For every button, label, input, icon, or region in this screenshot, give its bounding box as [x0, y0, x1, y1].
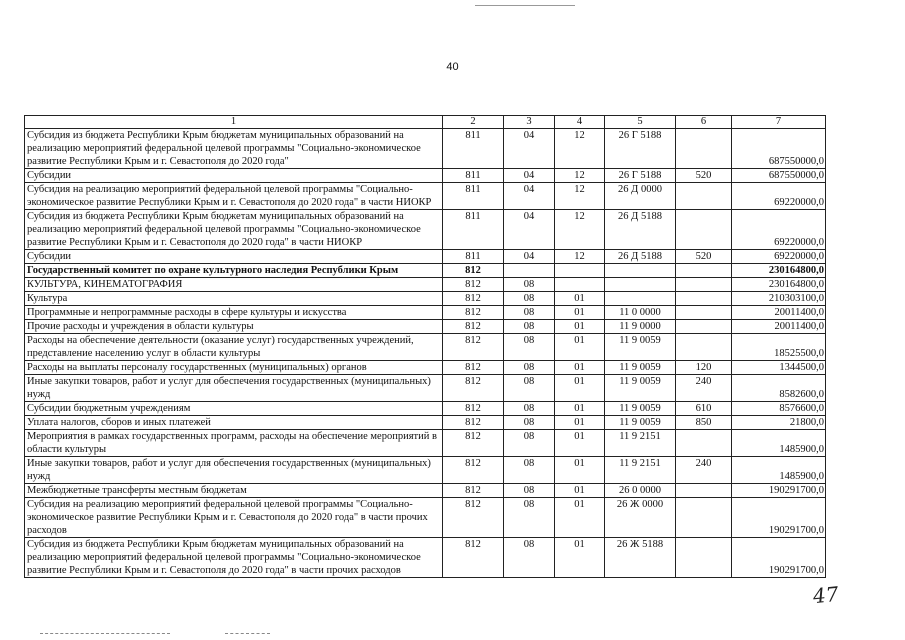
amount-cell: 20011400,0	[732, 306, 826, 320]
expense-type-cell	[676, 292, 732, 306]
ved-cell: 812	[443, 361, 504, 375]
table-row	[25, 169, 826, 183]
target-article-cell: 26 Д 5188	[605, 250, 676, 264]
section-cell: 08	[504, 306, 555, 320]
column-header: 3	[504, 116, 555, 129]
section-cell: 08	[504, 430, 555, 457]
amount-cell: 69220000,0	[732, 250, 826, 264]
page-number: 40	[446, 61, 459, 73]
table-row	[25, 484, 826, 498]
ved-cell: 812	[443, 278, 504, 292]
subsection-cell: 01	[555, 320, 605, 334]
target-article-cell: 11 9 2151	[605, 430, 676, 457]
row-name-cell: Прочие расходы и учреждения в области культуры	[25, 320, 443, 334]
section-cell: 04	[504, 169, 555, 183]
subsection-cell: 12	[555, 169, 605, 183]
amount-cell: 21800,0	[732, 416, 826, 430]
expense-type-cell	[676, 430, 732, 457]
column-header: 7	[732, 116, 826, 129]
subsection-cell: 01	[555, 484, 605, 498]
section-cell: 08	[504, 457, 555, 484]
row-name-cell: Государственный комитет по охране культурного наследия Республики Крым	[25, 264, 443, 278]
ved-cell: 811	[443, 210, 504, 250]
ved-cell: 811	[443, 183, 504, 210]
expense-type-cell: 240	[676, 375, 732, 402]
ved-cell: 811	[443, 169, 504, 183]
amount-cell: 1485900,0	[732, 457, 826, 484]
ved-cell: 812	[443, 457, 504, 484]
target-article-cell: 26 Д 5188	[605, 210, 676, 250]
section-cell: 04	[504, 250, 555, 264]
expense-type-cell: 120	[676, 361, 732, 375]
subsection-cell: 12	[555, 250, 605, 264]
expense-type-cell	[676, 210, 732, 250]
subsection-cell: 01	[555, 457, 605, 484]
row-name-cell: Субсидии	[25, 250, 443, 264]
table-row	[25, 334, 826, 361]
amount-cell: 687550000,0	[732, 169, 826, 183]
section-cell: 08	[504, 375, 555, 402]
target-article-cell: 11 9 0059	[605, 334, 676, 361]
amount-cell: 230164800,0	[732, 278, 826, 292]
table-row	[25, 250, 826, 264]
target-article-cell: 26 Г 5188	[605, 169, 676, 183]
amount-cell: 190291700,0	[732, 484, 826, 498]
amount-cell: 190291700,0	[732, 498, 826, 538]
expense-type-cell	[676, 129, 732, 169]
table-row	[25, 306, 826, 320]
expense-type-cell	[676, 484, 732, 498]
column-header: 4	[555, 116, 605, 129]
table-row	[25, 264, 826, 278]
ved-cell: 812	[443, 320, 504, 334]
table-row	[25, 278, 826, 292]
subsection-cell: 01	[555, 361, 605, 375]
ved-cell: 812	[443, 484, 504, 498]
table-row	[25, 375, 826, 402]
subsection-cell	[555, 264, 605, 278]
table-body	[25, 116, 826, 578]
section-cell: 08	[504, 402, 555, 416]
subsection-cell: 12	[555, 129, 605, 169]
amount-cell: 8576600,0	[732, 402, 826, 416]
target-article-cell: 11 9 0059	[605, 402, 676, 416]
expense-type-cell: 520	[676, 169, 732, 183]
ved-cell: 811	[443, 129, 504, 169]
ved-cell: 812	[443, 498, 504, 538]
amount-cell: 210303100,0	[732, 292, 826, 306]
expense-type-cell	[676, 306, 732, 320]
row-name-cell: Иные закупки товаров, работ и услуг для обеспечения государственных (муниципальных) нужд	[25, 375, 443, 402]
table-row	[25, 538, 826, 578]
expense-type-cell	[676, 264, 732, 278]
top-edge-line	[475, 5, 575, 6]
ved-cell: 812	[443, 375, 504, 402]
row-name-cell: Программные и непрограммные расходы в сфере культуры и искусства	[25, 306, 443, 320]
column-header: 6	[676, 116, 732, 129]
target-article-cell: 11 9 0059	[605, 375, 676, 402]
bottom-edge-dash	[40, 633, 170, 634]
row-name-cell: КУЛЬТУРА, КИНЕМАТОГРАФИЯ	[25, 278, 443, 292]
table-row	[25, 320, 826, 334]
target-article-cell	[605, 278, 676, 292]
amount-cell: 687550000,0	[732, 129, 826, 169]
row-name-cell: Субсидии	[25, 169, 443, 183]
subsection-cell: 12	[555, 183, 605, 210]
subsection-cell: 01	[555, 430, 605, 457]
amount-cell: 8582600,0	[732, 375, 826, 402]
target-article-cell	[605, 292, 676, 306]
target-article-cell: 11 0 0000	[605, 306, 676, 320]
target-article-cell	[605, 264, 676, 278]
section-cell: 08	[504, 334, 555, 361]
ved-cell: 812	[443, 430, 504, 457]
row-name-cell: Уплата налогов, сборов и иных платежей	[25, 416, 443, 430]
amount-cell: 18525500,0	[732, 334, 826, 361]
table-row	[25, 361, 826, 375]
target-article-cell: 26 Ж 5188	[605, 538, 676, 578]
row-name-cell: Субсидия на реализацию мероприятий федеральной целевой программы "Социально-экономическое развитие Республики Крым и г. Севастополя до 2020 года" в части прочих расходов	[25, 498, 443, 538]
section-cell: 04	[504, 183, 555, 210]
row-name-cell: Субсидия из бюджета Республики Крым бюджетам муниципальных образований на реализацию мероприятий федеральной целевой программы "Социально-экономическое развитие Республики Крым и г. Севастополя до 2020 года" в части НИОКР	[25, 210, 443, 250]
table-header-row	[25, 116, 826, 129]
table-row	[25, 430, 826, 457]
table-row	[25, 129, 826, 169]
expense-type-cell	[676, 320, 732, 334]
subsection-cell: 01	[555, 306, 605, 320]
target-article-cell: 11 9 0000	[605, 320, 676, 334]
ved-cell: 812	[443, 416, 504, 430]
row-name-cell: Субсидия из бюджета Республики Крым бюджетам муниципальных образований на реализацию мероприятий федеральной целевой программы "Социально-экономическое развитие Республики Крым и г. Севастополя до 2020 года"	[25, 129, 443, 169]
section-cell	[504, 264, 555, 278]
row-name-cell: Расходы на выплаты персоналу государственных (муниципальных) органов	[25, 361, 443, 375]
amount-cell: 190291700,0	[732, 538, 826, 578]
subsection-cell: 12	[555, 210, 605, 250]
column-header: 1	[25, 116, 443, 129]
section-cell: 08	[504, 538, 555, 578]
amount-cell: 69220000,0	[732, 183, 826, 210]
section-cell: 08	[504, 416, 555, 430]
subsection-cell: 01	[555, 292, 605, 306]
target-article-cell: 26 Д 0000	[605, 183, 676, 210]
row-name-cell: Мероприятия в рамках государственных программ, расходы на обеспечение мероприятий в области культуры	[25, 430, 443, 457]
target-article-cell: 11 9 0059	[605, 416, 676, 430]
table-row	[25, 292, 826, 306]
ved-cell: 811	[443, 250, 504, 264]
amount-cell: 230164800,0	[732, 264, 826, 278]
amount-cell: 69220000,0	[732, 210, 826, 250]
expense-type-cell: 240	[676, 457, 732, 484]
subsection-cell: 01	[555, 375, 605, 402]
expense-type-cell	[676, 334, 732, 361]
handwritten-page-mark: 47	[811, 581, 840, 609]
target-article-cell: 11 9 0059	[605, 361, 676, 375]
table-row	[25, 498, 826, 538]
row-name-cell: Культура	[25, 292, 443, 306]
section-cell: 08	[504, 498, 555, 538]
ved-cell: 812	[443, 292, 504, 306]
subsection-cell: 01	[555, 402, 605, 416]
target-article-cell: 26 0 0000	[605, 484, 676, 498]
ved-cell: 812	[443, 402, 504, 416]
budget-table	[24, 115, 826, 578]
expense-type-cell: 610	[676, 402, 732, 416]
column-header: 5	[605, 116, 676, 129]
amount-cell: 1485900,0	[732, 430, 826, 457]
section-cell: 08	[504, 484, 555, 498]
bottom-edge-dash	[225, 633, 270, 634]
column-header: 2	[443, 116, 504, 129]
table-row	[25, 457, 826, 484]
table-row	[25, 210, 826, 250]
ved-cell: 812	[443, 538, 504, 578]
target-article-cell: 26 Ж 0000	[605, 498, 676, 538]
subsection-cell	[555, 278, 605, 292]
subsection-cell: 01	[555, 538, 605, 578]
expense-type-cell	[676, 498, 732, 538]
expense-type-cell	[676, 183, 732, 210]
row-name-cell: Субсидия на реализацию мероприятий федеральной целевой программы "Социально-экономическое развитие Республики Крым и г. Севастополя до 2020 года" в части НИОКР	[25, 183, 443, 210]
row-name-cell: Иные закупки товаров, работ и услуг для обеспечения государственных (муниципальных) нужд	[25, 457, 443, 484]
target-article-cell: 11 9 2151	[605, 457, 676, 484]
section-cell: 08	[504, 278, 555, 292]
expense-type-cell	[676, 538, 732, 578]
table-row	[25, 183, 826, 210]
subsection-cell: 01	[555, 416, 605, 430]
table-row	[25, 402, 826, 416]
ved-cell: 812	[443, 306, 504, 320]
expense-type-cell	[676, 278, 732, 292]
row-name-cell: Межбюджетные трансферты местным бюджетам	[25, 484, 443, 498]
expense-type-cell: 520	[676, 250, 732, 264]
subsection-cell: 01	[555, 498, 605, 538]
section-cell: 08	[504, 320, 555, 334]
row-name-cell: Субсидии бюджетным учреждениям	[25, 402, 443, 416]
table-row	[25, 416, 826, 430]
section-cell: 04	[504, 129, 555, 169]
subsection-cell: 01	[555, 334, 605, 361]
section-cell: 08	[504, 292, 555, 306]
row-name-cell: Субсидия из бюджета Республики Крым бюджетам муниципальных образований на реализацию мероприятий федеральной целевой программы "Социально-экономическое развитие Республики Крым и г. Севастополя до 2020 года" в части прочих расходов	[25, 538, 443, 578]
row-name-cell: Расходы на обеспечение деятельности (оказание услуг) государственных учреждений, представление населению услуг в области культуры	[25, 334, 443, 361]
expense-type-cell: 850	[676, 416, 732, 430]
ved-cell: 812	[443, 264, 504, 278]
amount-cell: 20011400,0	[732, 320, 826, 334]
section-cell: 04	[504, 210, 555, 250]
section-cell: 08	[504, 361, 555, 375]
target-article-cell: 26 Г 5188	[605, 129, 676, 169]
ved-cell: 812	[443, 334, 504, 361]
amount-cell: 1344500,0	[732, 361, 826, 375]
